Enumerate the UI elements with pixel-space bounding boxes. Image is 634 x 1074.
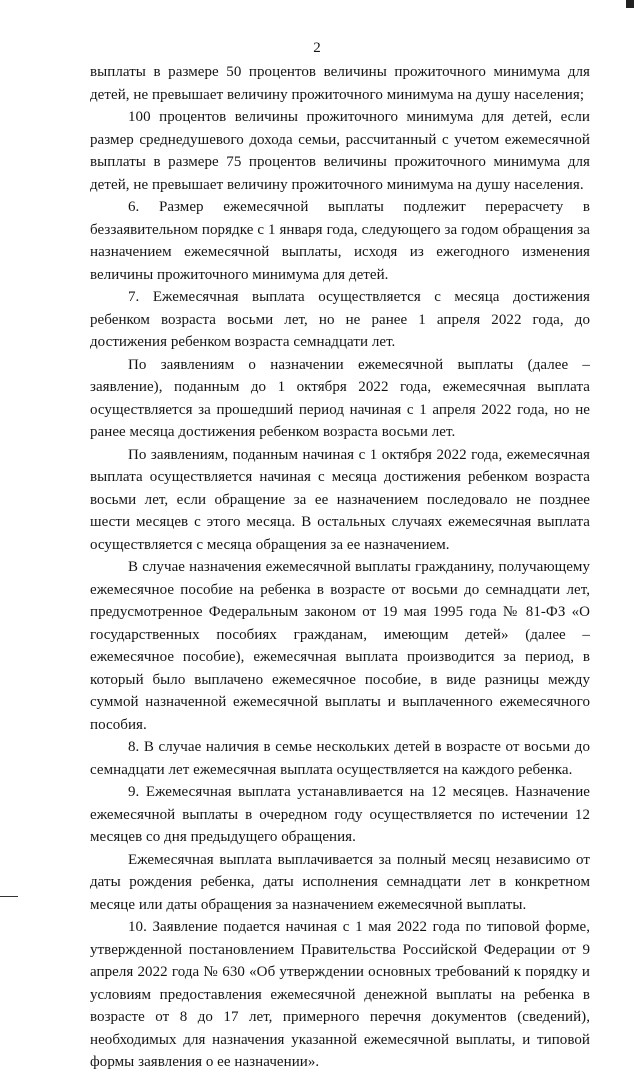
paragraph-item-6: 6. Размер ежемесячной выплаты подлежит перерасчету в беззаявительном порядке с 1 января года, следующего за годом обращения за назначением ежемесячной выплаты, исходя из ежегодного изменения величины прожиточного минимума для детей. — [90, 199, 590, 283]
paragraph: В случае назначения ежемесячной выплаты гражданину, получающему ежемесячное пособие на ребенка в возрасте от восьми до семнадцати лет, предусмотренное Федеральным законом от 19 мая 1995 года № 81-ФЗ «О государственных пособиях гражданам, имеющим детей» (далее – ежемесячное пособие), ежемесячная выплата производится за период, в который было выплачено ежемесячное пособие, в виде разницы между суммой назначенной ежемесячной выплаты и выплаченного ежемесячного пособия. — [90, 559, 590, 733]
paragraph-item-8: 8. В случае наличия в семье нескольких детей в возрасте от восьми до семнадцати лет ежемесячная выплата осуществляется на каждого ребенка. — [90, 739, 590, 778]
paragraph: 100 процентов величины прожиточного минимума для детей, если размер среднедушевого дохода семьи, рассчитанный с учетом ежемесячной выплаты в размере 75 процентов величины прожиточного минимума для детей, не превышает величину прожиточного минимума на душу населения. — [90, 109, 590, 193]
document-body — [90, 61, 590, 1074]
paragraph: По заявлениям о назначении ежемесячной выплаты (далее – заявление), поданным до 1 октября 2022 года, ежемесячная выплата осуществляется за прошедший период начиная с 1 апреля 2022 года, но не ранее месяца достижения ребенком возраста восьми лет. — [90, 356, 590, 440]
paragraph-continuation: выплаты в размере 50 процентов величины прожиточного минимума для детей, не превышает величину прожиточного минимума на душу населения; — [90, 64, 590, 103]
paragraph: Ежемесячная выплата выплачивается за полный месяц независимо от даты рождения ребенка, даты исполнения семнадцати лет в конкретном месяце или даты обращения за назначением ежемесячной выплаты. — [90, 851, 590, 913]
paragraph-item-7: 7. Ежемесячная выплата осуществляется с месяца достижения ребенком возраста восьми лет, но не ранее 1 апреля 2022 года, до достижения ребенком возраста семнадцати лет. — [90, 289, 590, 350]
corner-scan-mark — [626, 0, 634, 8]
margin-tick-mark — [0, 896, 18, 897]
page-number: 2 — [313, 40, 321, 56]
paragraph-item-9: 9. Ежемесячная выплата устанавливается на 12 месяцев. Назначение ежемесячной выплаты в очередном году осуществляется по истечении 12 месяцев со дня предыдущего обращения. — [90, 784, 590, 845]
paragraph: По заявлениям, поданным начиная с 1 октября 2022 года, ежемесячная выплата осуществляется начиная с месяца достижения ребенком возраста восьми лет, если обращение за ее назначением последовало не позднее шести месяцев с этого месяца. В остальных случаях ежемесячная выплата осуществляется с месяца обращения за ее назначением. — [90, 446, 590, 553]
paragraph-item-10: 10. Заявление подается начиная с 1 мая 2022 года по типовой форме, утвержденной постановлением Правительства Российской Федерации от 9 апреля 2022 года № 630 «Об утверждении основных требований к порядку и условиям предоставления ежемесячной денежной выплаты на ребенка в возрасте от 8 до 17 лет, примерного перечня документов (сведений), необходимых для назначения указанной ежемесячной выплаты, и типовой формы заявления о ее назначении». — [90, 919, 590, 1070]
